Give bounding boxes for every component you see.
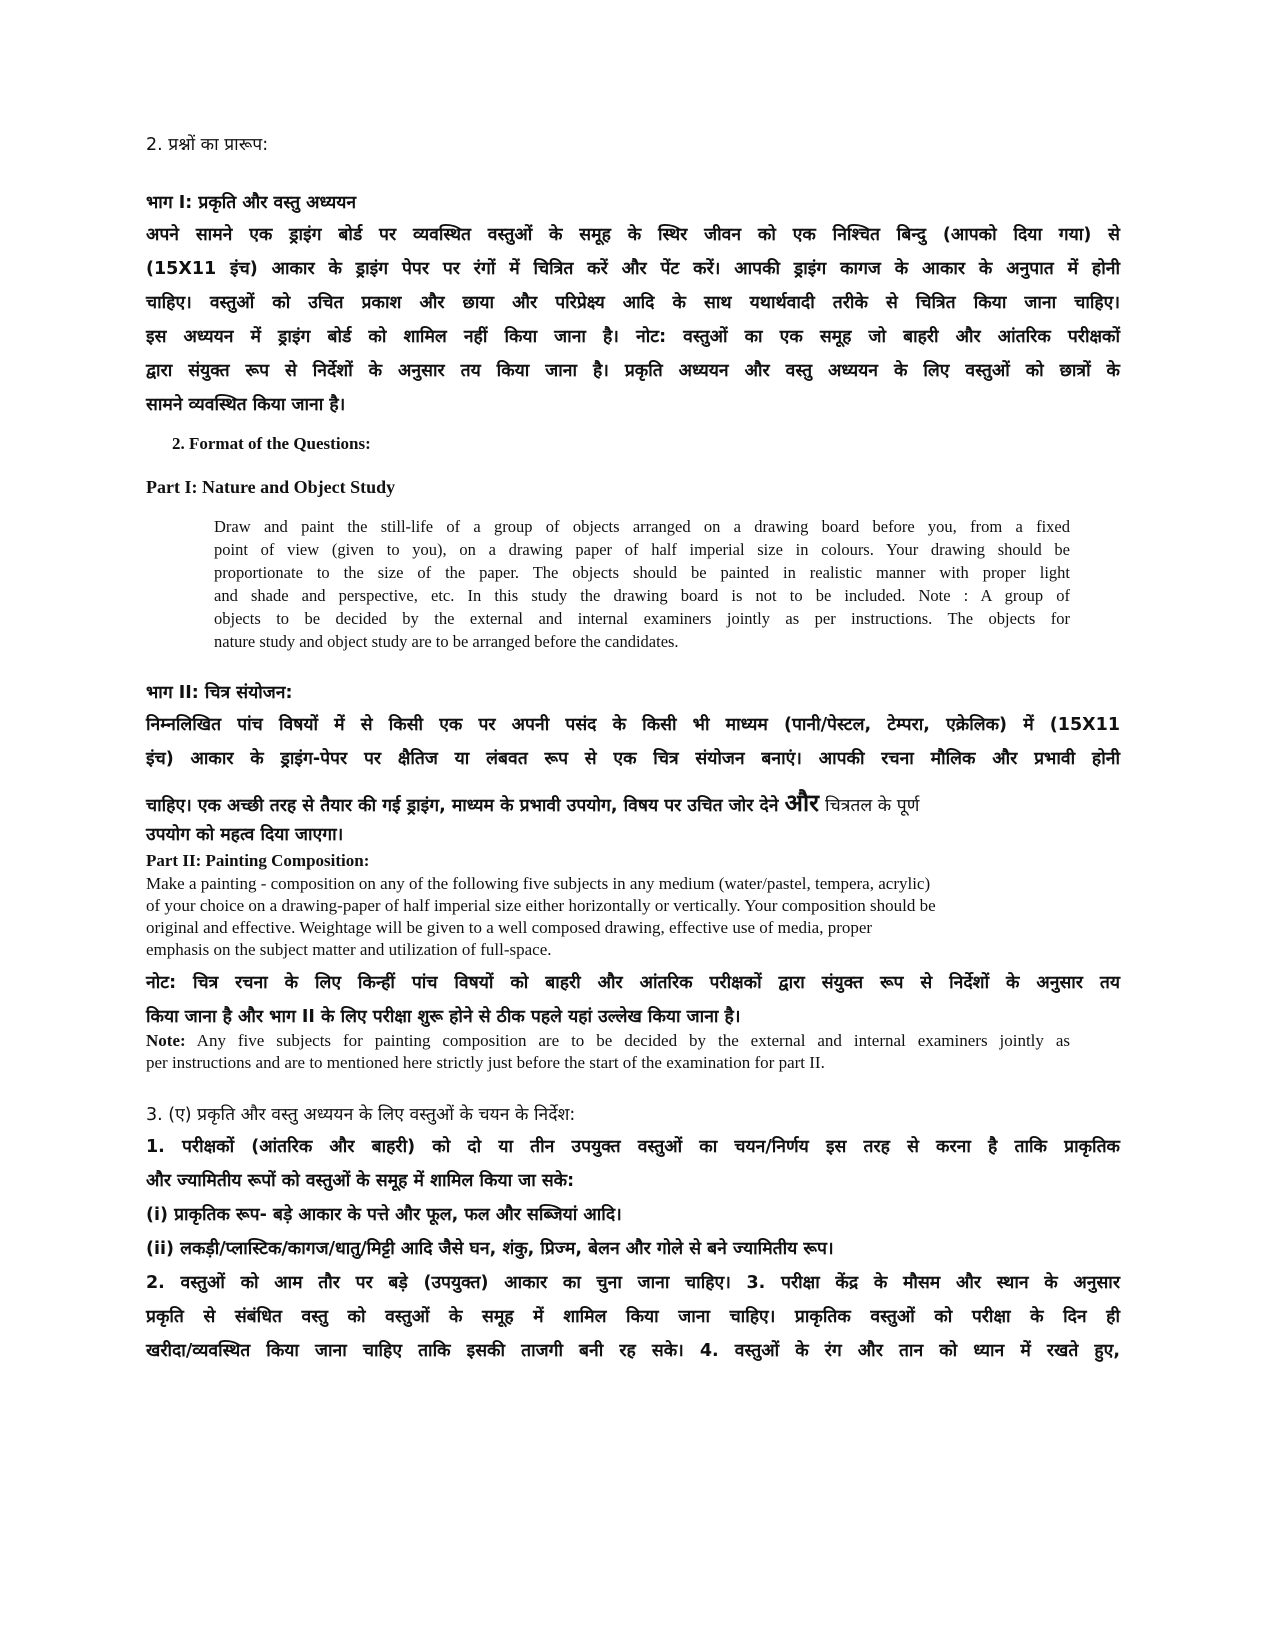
hindi-part2-line-2: इंच) आकार के ड्राइंग-पेपर पर क्षैतिज या लंबवत रूप से एक चित्र संयोजन बनाएं। आपकी रचना मौलिक और प्रभावी होनी [146,749,1120,769]
english-part2-heading: Part II: Painting Composition: [146,851,370,870]
hindi-part1-line-4: इस अध्ययन में ड्राइंग बोर्ड को शामिल नहीं किया जाना है। नोट: वस्तुओं का एक समूह जो बाहरी और आंतरिक परीक्षकों [146,327,1120,347]
english-part2-line-2: of your choice on a drawing-paper of half imperial size either horizontally or vertically. Your composition should be [146,896,936,915]
english-note-line-2: per instructions and are to mentioned here strictly just before the start of the examination for part II. [146,1053,825,1072]
english-section-heading: 2. Format of the Questions: [172,434,371,453]
english-part1-line-2: point of view (given to you), on a drawing paper of half imperial size in colours. Your drawing should be [214,540,1070,559]
hindi-section-heading: 2. प्रश्नों का प्रारूप: [146,135,269,155]
hindi-part1-line-5: द्वारा संयुक्त रूप से निर्देशों के अनुसार तय किया जाना है। प्रकृति अध्ययन और वस्तु अध्ययन के लिए वस्तुओं को छात्रों के [146,361,1120,381]
hindi-part2-line-1: निम्नलिखित पांच विषयों में से किसी एक पर अपनी पसंद के किसी भी माध्यम (पानी/पेस्टल, टेम्परा, एक्रेलिक) में (15X11 [146,715,1120,735]
hindi-section3-sub-i: (i) प्राकृतिक रूप- बड़े आकार के पत्ते और फूल, फल और सब्जियां आदि। [146,1205,622,1225]
hindi-part2-line-4: उपयोग को महत्व दिया जाएगा। [146,825,344,845]
hindi-part1-line-3: चाहिए। वस्तुओं को उचित प्रकाश और छाया और परिप्रेक्ष्य आदि के साथ यथार्थवादी तरीके से चित्रित किया जाना चाहिए। [146,293,1120,313]
hindi-section3-sub-ii: (ii) लकड़ी/प्लास्टिक/कागज/धातु/मिट्टी आदि जैसे घन, शंकु, प्रिज्म, बेलन और गोले से बने ज्यामितीय रूप। [146,1239,834,1259]
english-note-label: Note: [146,1031,186,1050]
english-part1-line-1: Draw and paint the still-life of a group of objects arranged on a drawing board before you, from a fixed [214,517,1070,536]
hindi-part1-line-1: अपने सामने एक ड्राइंग बोर्ड पर व्यवस्थित वस्तुओं के समूह के स्थिर जीवन को एक निश्चित बिन्दु (आपको दिया गया) से [146,225,1120,245]
english-part2-line-3: original and effective. Weightage will be given to a well composed drawing, effective use of media, proper [146,918,873,937]
english-part1-line-3: proportionate to the size of the paper. The objects should be painted in realistic manner with proper light [214,563,1070,582]
hindi-part1-line-6: सामने व्यवस्थित किया जाना है। [146,395,346,415]
hindi-part2-line-3-tail: चित्रतल के पूर्ण [825,796,920,816]
hindi-part2-heading: भाग II: चित्र संयोजन: [146,683,293,703]
hindi-section3-heading: 3. (ए) प्रकृति और वस्तु अध्ययन के लिए वस्तुओं के चयन के निर्देश: [146,1105,576,1125]
hindi-part2-emphasis-aur: और [784,789,819,817]
english-part1-line-4: and shade and perspective, etc. In this study the drawing board is not to be included. Note : A group of [214,586,1070,605]
hindi-note-line-2: किया जाना है और भाग II के लिए परीक्षा शुरू होने से ठीक पहले यहां उल्लेख किया जाना है। [146,1007,741,1027]
hindi-section3-final-line-2: प्रकृति से संबंधित वस्तु को वस्तुओं के समूह में शामिल किया जाना चाहिए। प्राकृतिक वस्तुओं को परीक्षा के दिन ही [146,1307,1120,1327]
english-note-text-1: Any five subjects for painting composition are to be decided by the external and internal examiners jointly as [196,1031,1071,1050]
hindi-part2-line-3 [146,786,1120,819]
hindi-section3-item1-line-1: 1. परीक्षकों (आंतरिक और बाहरी) को दो या तीन उपयुक्त वस्तुओं का चयन/निर्णय इस तरह से करना है ताकि प्राकृतिक [146,1137,1120,1157]
hindi-section3-final-line-1: 2. वस्तुओं को आम तौर पर बड़े (उपयुक्त) आकार का चुना जाना चाहिए। 3. परीक्षा केंद्र के मौसम और स्थान के अनुसार [146,1273,1120,1293]
english-part1-line-6: nature study and object study are to be arranged before the candidates. [214,632,679,651]
hindi-part2-line-3-text: चाहिए। एक अच्छी तरह से तैयार की गई ड्राइंग, माध्यम के प्रभावी उपयोग, विषय पर उचित जोर देने [146,796,779,816]
hindi-part1-line-2: (15X11 इंच) आकार के ड्राइंग पेपर पर रंगों में चित्रित करें और पेंट करें। आपकी ड्राइंग कागज के आकार के अनुपात में होनी [146,259,1120,279]
hindi-section3-item1-line-2: और ज्यामितीय रूपों को वस्तुओं के समूह में शामिल किया जा सके: [146,1171,575,1191]
hindi-note-line-1: नोट: चित्र रचना के लिए किन्हीं पांच विषयों को बाहरी और आंतरिक परीक्षकों द्वारा संयुक्त रूप से निर्देशों के अनुसार तय [146,973,1120,993]
english-part2-line-1: Make a painting - composition on any of the following five subjects in any medium (water/pastel, tempera, acrylic) [146,874,931,893]
hindi-section3-final-line-3: खरीदा/व्यवस्थित किया जाना चाहिए ताकि इसकी ताजगी बनी रह सके। 4. वस्तुओं के रंग और तान को ध्यान में रखते हुए, [146,1341,1120,1361]
english-part2-line-4: emphasis on the subject matter and utilization of full-space. [146,940,552,959]
english-part1-line-5: objects to be decided by the external and internal examiners jointly as per instructions. The objects for [214,609,1070,628]
hindi-part1-heading: भाग I: प्रकृति और वस्तु अध्ययन [146,193,357,213]
english-note-line-1 [146,1031,1070,1051]
english-part1-heading: Part I: Nature and Object Study [146,477,396,497]
